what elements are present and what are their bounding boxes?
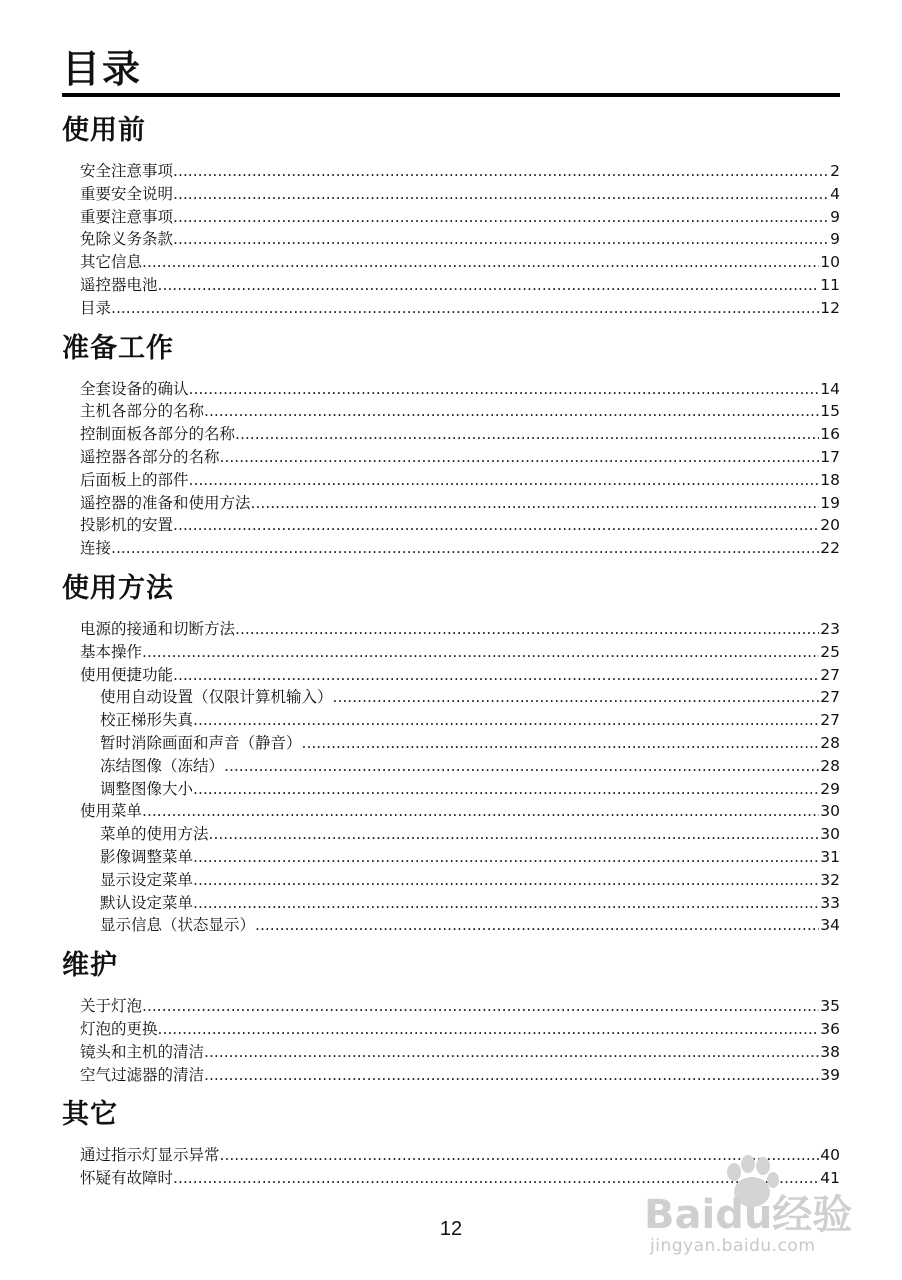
dot-leader [193, 709, 819, 732]
toc-entry-page: 4 [830, 184, 840, 203]
toc-entry-label: 全套设备的确认 [80, 379, 189, 398]
toc-entry[interactable] [62, 1064, 840, 1087]
toc-entry-label: 校正梯形失真 [100, 711, 194, 730]
section-heading: 准备工作 [62, 332, 174, 364]
dot-leader [142, 251, 819, 274]
dot-leader [204, 1064, 819, 1087]
toc-entry-label: 后面板上的部件 [80, 470, 189, 489]
dot-leader [111, 297, 819, 320]
toc-entry[interactable] [62, 846, 840, 869]
toc-entry[interactable] [62, 206, 840, 229]
toc-entry-page: 30 [820, 802, 840, 821]
toc-entry-page: 16 [820, 425, 840, 444]
toc-entry-page: 11 [820, 275, 840, 294]
dot-leader [189, 469, 820, 492]
dot-leader [173, 228, 829, 251]
title-rule [62, 93, 840, 97]
dot-leader [220, 446, 820, 469]
toc-entry-page: 17 [820, 447, 840, 466]
toc-entry[interactable] [62, 869, 840, 892]
toc-entry-list [62, 618, 840, 937]
dot-leader [142, 800, 819, 823]
toc-entry[interactable] [62, 709, 840, 732]
toc-entry-label: 投影机的安置 [80, 516, 174, 535]
dot-leader [255, 914, 819, 937]
toc-entry-label: 关于灯泡 [80, 997, 143, 1016]
dot-leader [173, 160, 829, 183]
toc-entry[interactable] [62, 618, 840, 641]
toc-entry-label: 镜头和主机的清洁 [80, 1042, 205, 1061]
page-title: 目录 [62, 47, 143, 91]
dot-leader [189, 378, 820, 401]
toc-entry-page: 23 [820, 619, 840, 638]
toc-entry[interactable] [62, 1041, 840, 1064]
toc-entry-page: 2 [830, 162, 840, 180]
toc-entry-label: 控制面板各部分的名称 [80, 425, 236, 444]
toc-entry-list [62, 160, 840, 320]
dot-leader [142, 641, 819, 664]
toc-entry-label: 怀疑有故障时 [80, 1169, 174, 1188]
toc-entry-page: 27 [820, 711, 840, 730]
toc-entry[interactable] [62, 378, 840, 401]
toc-entry[interactable] [62, 251, 840, 274]
toc-entry-list [62, 378, 840, 560]
toc-entry[interactable] [62, 492, 840, 515]
dot-leader [193, 869, 819, 892]
section-heading: 使用方法 [62, 572, 174, 604]
toc-entry-label: 遥控器的准备和使用方法 [80, 493, 251, 512]
toc-entry-page: 20 [820, 516, 840, 535]
toc-entry-page: 32 [820, 870, 840, 889]
toc-entry-label: 安全注意事项 [80, 162, 174, 180]
toc-entry-page: 9 [830, 230, 840, 249]
dot-leader [173, 664, 819, 687]
dot-leader [251, 492, 820, 515]
toc-entry-page: 18 [820, 470, 840, 489]
dot-leader [224, 755, 819, 778]
toc-entry-page: 36 [820, 1019, 840, 1038]
toc-entry-label: 目录 [80, 298, 112, 317]
section-heading: 其它 [62, 1099, 118, 1131]
dot-leader [193, 892, 819, 915]
toc-section [62, 112, 840, 320]
dot-leader [111, 537, 819, 560]
toc-entry[interactable] [62, 664, 840, 687]
toc-entry[interactable] [62, 1018, 840, 1041]
toc-entry-label: 显示设定菜单 [100, 870, 194, 889]
dot-leader [204, 1041, 819, 1064]
dot-leader [193, 846, 819, 869]
toc-entry-page: 10 [820, 253, 840, 272]
toc-entry-label: 默认设定菜单 [100, 893, 194, 912]
dot-leader [142, 995, 819, 1018]
dot-leader [209, 823, 820, 846]
dot-leader [193, 778, 819, 801]
toc-entry-page: 19 [820, 493, 840, 512]
toc-entry-label: 通过指示灯显示异常 [80, 1146, 220, 1165]
toc-entry-page: 25 [820, 642, 840, 661]
toc-entry[interactable] [62, 469, 840, 492]
toc-entry-page: 22 [820, 539, 840, 558]
toc-entry-label: 重要安全说明 [80, 184, 174, 203]
toc-entry[interactable] [62, 892, 840, 915]
toc-entry-label: 电源的接通和切断方法 [80, 619, 236, 638]
watermark-logo-text: Baidu经验 [644, 1192, 853, 1238]
dot-leader [173, 514, 819, 537]
toc-entry[interactable] [62, 400, 840, 423]
dot-leader [302, 732, 820, 755]
table-of-contents [62, 112, 840, 1200]
toc-entry-label: 遥控器各部分的名称 [80, 447, 220, 466]
toc-entry-page: 33 [820, 893, 840, 912]
toc-entry-label: 其它信息 [80, 253, 143, 272]
toc-entry-label: 调整图像大小 [100, 779, 194, 798]
dot-leader [158, 274, 820, 297]
toc-entry-label: 使用菜单 [80, 802, 143, 821]
toc-entry-label: 灯泡的更换 [80, 1019, 158, 1038]
toc-entry-label: 基本操作 [80, 642, 143, 661]
toc-entry-page: 40 [820, 1146, 840, 1165]
toc-entry-page: 12 [820, 298, 840, 317]
toc-entry-page: 14 [820, 379, 840, 398]
dot-leader [235, 618, 819, 641]
toc-entry-page: 41 [820, 1169, 840, 1188]
toc-entry[interactable] [62, 995, 840, 1018]
toc-entry-label: 空气过滤器的清洁 [80, 1065, 205, 1084]
toc-entry-label: 免除义务条款 [80, 230, 174, 249]
toc-entry[interactable] [62, 228, 840, 251]
toc-entry[interactable] [62, 446, 840, 469]
toc-entry[interactable] [62, 641, 840, 664]
toc-entry-list [62, 995, 840, 1086]
toc-entry-page: 27 [820, 688, 840, 707]
toc-entry[interactable] [62, 183, 840, 206]
dot-leader [173, 206, 829, 229]
toc-entry-label: 影像调整菜单 [100, 847, 194, 866]
toc-entry[interactable] [62, 160, 840, 183]
toc-entry-label: 冻结图像（冻结） [100, 756, 225, 775]
toc-section [62, 947, 840, 1086]
toc-entry-page: 31 [820, 847, 840, 866]
toc-entry-label: 重要注意事项 [80, 207, 174, 226]
dot-leader [333, 686, 820, 709]
toc-entry-page: 28 [820, 733, 840, 752]
toc-section [62, 570, 840, 937]
toc-entry[interactable] [62, 297, 840, 320]
dot-leader [173, 183, 829, 206]
toc-entry-label: 显示信息（状态显示） [100, 916, 256, 935]
toc-entry-label: 连接 [80, 539, 112, 558]
toc-entry-label: 使用便捷功能 [80, 665, 174, 684]
toc-entry-page: 34 [820, 916, 840, 935]
section-heading: 使用前 [62, 115, 146, 146]
toc-entry[interactable] [62, 755, 840, 778]
toc-entry[interactable] [62, 800, 840, 823]
toc-entry-page: 9 [830, 207, 840, 226]
page-number: 12 [439, 1218, 463, 1240]
toc-entry[interactable] [62, 514, 840, 537]
toc-entry[interactable] [62, 537, 840, 560]
watermark-url: jingyan.baidu.com [650, 1236, 816, 1256]
toc-entry-page: 39 [820, 1065, 840, 1084]
toc-entry-page: 27 [820, 665, 840, 684]
toc-entry-label: 主机各部分的名称 [80, 402, 205, 421]
toc-entry-label: 菜单的使用方法 [100, 825, 209, 844]
toc-entry[interactable] [62, 423, 840, 446]
toc-entry-page: 29 [820, 779, 840, 798]
toc-entry-label: 暂时消除画面和声音（静音） [100, 733, 302, 752]
toc-entry-label: 遥控器电池 [80, 275, 158, 294]
toc-entry-label: 使用自动设置（仅限计算机输入） [100, 688, 333, 707]
dot-leader [204, 400, 819, 423]
toc-entry-page: 30 [820, 825, 840, 844]
toc-entry-page: 38 [820, 1042, 840, 1061]
toc-entry-page: 15 [820, 402, 840, 421]
toc-section [62, 330, 840, 560]
toc-entry[interactable] [62, 914, 840, 937]
toc-entry[interactable] [62, 274, 840, 297]
section-heading: 维护 [62, 950, 118, 982]
toc-entry[interactable] [62, 778, 840, 801]
toc-entry[interactable] [62, 823, 840, 846]
dot-leader [158, 1018, 820, 1041]
toc-entry-page: 28 [820, 756, 840, 775]
dot-leader [235, 423, 819, 446]
toc-entry-page: 35 [820, 997, 840, 1016]
toc-entry[interactable] [62, 732, 840, 755]
toc-entry[interactable] [62, 686, 840, 709]
